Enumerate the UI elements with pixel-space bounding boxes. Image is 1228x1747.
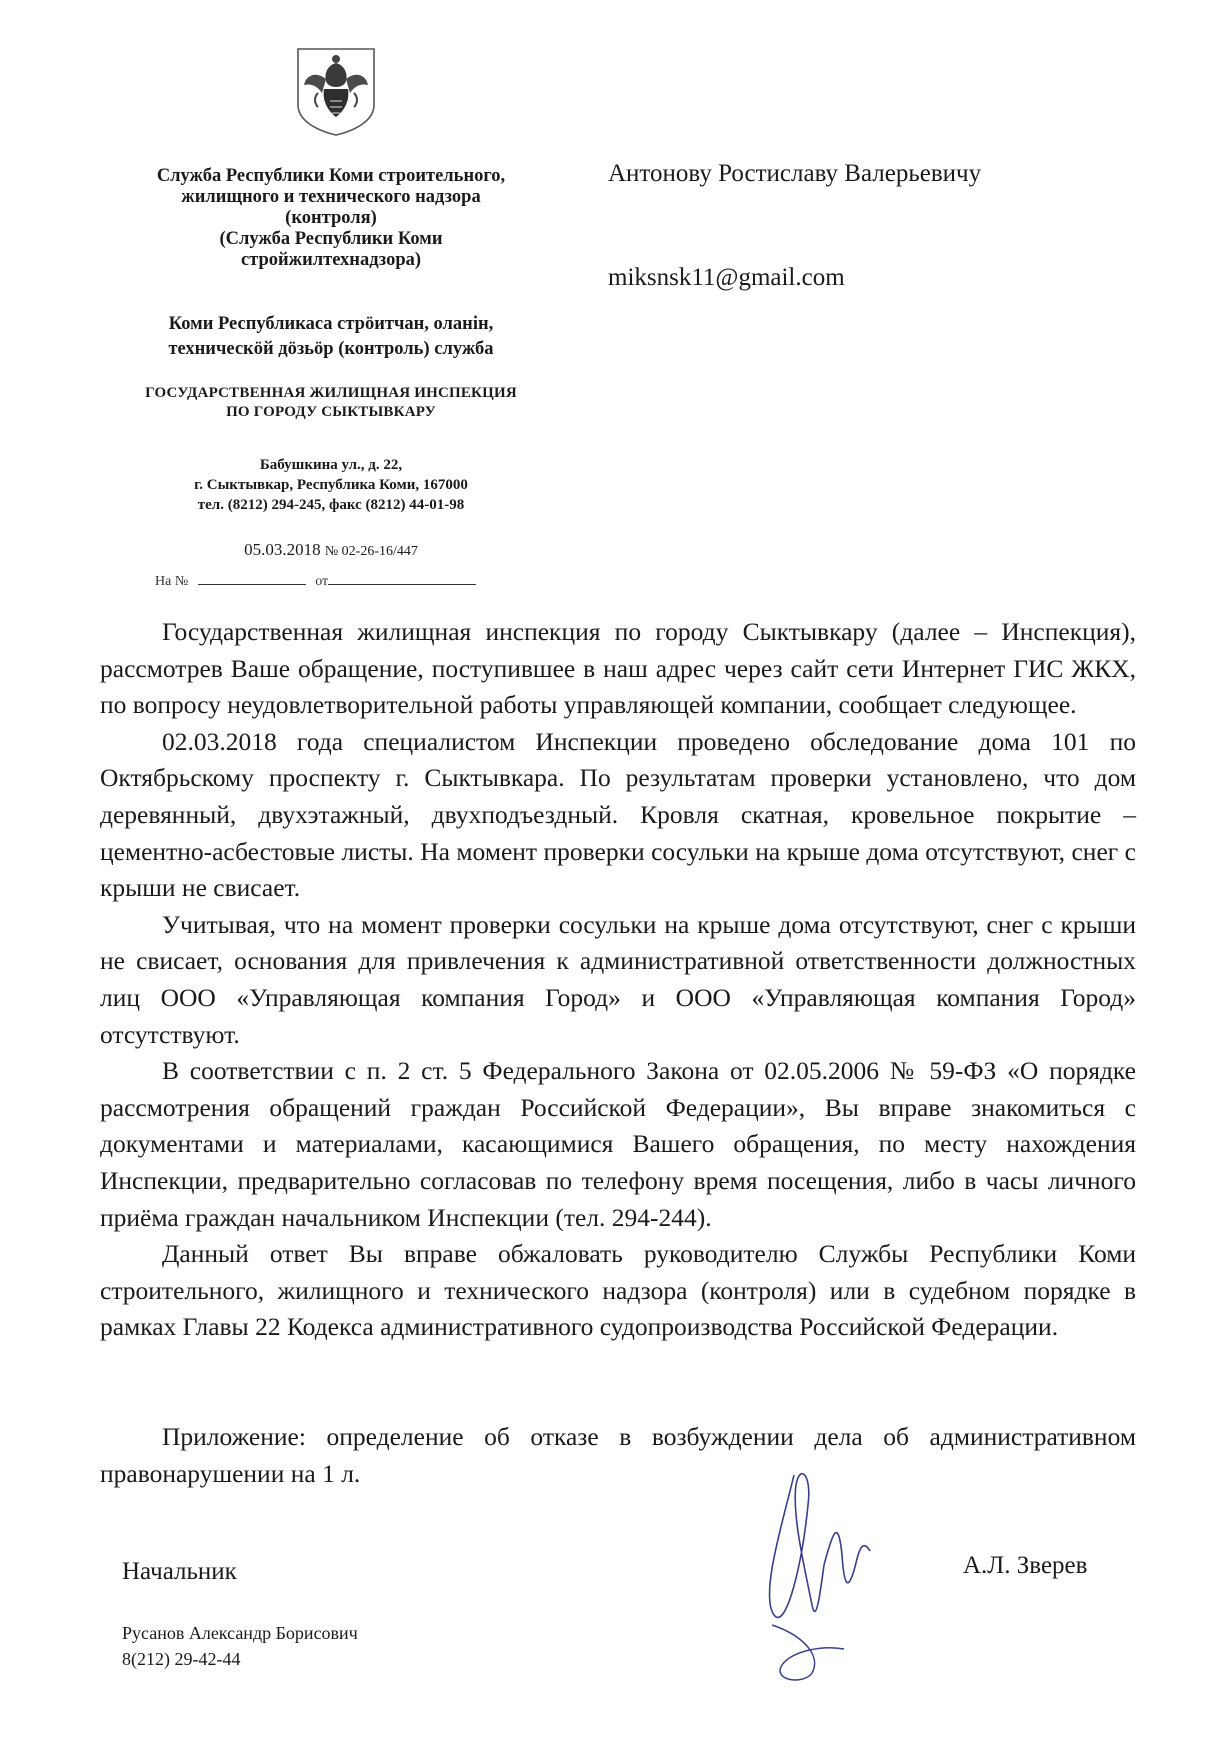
handwritten-signature [752, 1445, 902, 1690]
org-line: (контроля) [285, 208, 377, 228]
registration-number: № 02-26-16/447 [324, 544, 418, 559]
org-komi-line: Коми Республикаса стрöитчан, оланiн, [168, 314, 494, 334]
org-line: жилищного и технического надзора [181, 187, 481, 207]
address-line: Бабушкина ул., д. 22, [259, 457, 403, 473]
address-line: тел. (8212) 294-245, факс (8212) 44-01-98 [197, 497, 465, 513]
attachment-text: Приложение: определение об отказе в возбуждении дела об административном правонарушении на 1 л. [100, 1422, 1136, 1488]
signer-position: Начальник [122, 1558, 237, 1585]
incoming-ref-label: На № [155, 574, 189, 589]
incoming-reference [155, 572, 476, 590]
addressee-email: miksnsk11@gmail.com [608, 264, 845, 291]
inspection-name [96, 384, 566, 422]
body-paragraph: В соответствии с п. 2 ст. 5 Федерального Закона от 02.05.2006 № 59-ФЗ «О порядке рассмотрения обращений граждан Российской Федерации», Вы вправе знакомиться с документами и материалами, касающимися Вашего обращения, по месту нахождения Инспекции, предварительно согласовав по телефону время посещения, либо в часы личного приёма граждан начальником Инспекции (тел. 294-244). [100, 1056, 1136, 1232]
addressee-name: Антонову Ростиславу Валерьевичу [608, 160, 982, 187]
executor-info [122, 1620, 358, 1672]
registration-date: 05.03.2018 [244, 540, 321, 559]
executor-phone: 8(212) 29-42-44 [122, 1649, 241, 1669]
organization-name-komi [96, 312, 566, 362]
org-line: (Служба Республики Коми [219, 229, 443, 249]
address-line: г. Сыктывкар, Республика Коми, 167000 [194, 477, 468, 493]
incoming-ref-number-blank [198, 572, 306, 585]
org-line: стройжилтехнадзора) [240, 250, 422, 270]
incoming-ref-date-blank [328, 572, 476, 585]
coat-of-arms-icon [292, 45, 380, 137]
org-line: Служба Республики Коми строительного, [156, 166, 506, 186]
letter-body [100, 614, 1136, 1346]
body-paragraph: Данный ответ Вы вправе обжаловать руководителю Службы Республики Коми строительного, жилищного и технического надзора (контроля) или в судебном порядке в рамках Главы 22 Кодекса административного судопроизводства Российской Федерации. [100, 1239, 1136, 1342]
registration-line [96, 540, 566, 560]
inspection-line: ГОСУДАРСТВЕННАЯ ЖИЛИЩНАЯ ИНСПЕКЦИЯ [145, 385, 517, 401]
attachment-note [100, 1419, 1136, 1492]
org-komi-line: техническöй дöзьöр (контроль) служба [168, 339, 494, 359]
incoming-ref-from-label: от [315, 574, 329, 589]
inspection-line: ПО ГОРОДУ СЫКТЫВКАРУ [226, 404, 436, 420]
body-paragraph: Учитывая, что на момент проверки сосульки на крыше дома отсутствуют, снег с крыши не свисает, основания для привлечения к административной ответственности должностных лиц ООО «Управляющая компания Город» и ООО «Управляющая компания Город» отсутствуют. [100, 909, 1136, 1049]
signer-name: А.Л. Зверев [963, 1552, 1088, 1579]
organization-address [96, 455, 566, 515]
executor-name: Русанов Александр Борисович [122, 1623, 358, 1643]
body-paragraph: 02.03.2018 года специалистом Инспекции проведено обследование дома 101 по Октябрьскому проспекту г. Сыктывкара. По результатам проверки установлено, что дом деревянный, двухэтажный, двухподъездный. Кровля скатная, кровельное покрытие – цементно-асбестовые листы. На момент проверки сосульки на крыше дома отсутствуют, снег с крыши не свисает. [100, 726, 1136, 903]
organization-name [96, 166, 566, 271]
body-paragraph: Государственная жилищная инспекция по городу Сыктывкару (далее – Инспекция), рассмотрев Ваше обращение, поступившее в наш адрес через сайт сети Интернет ГИС ЖКХ, по вопросу неудовлетворительной работы управляющей компании, сообщает следующее. [100, 617, 1136, 720]
